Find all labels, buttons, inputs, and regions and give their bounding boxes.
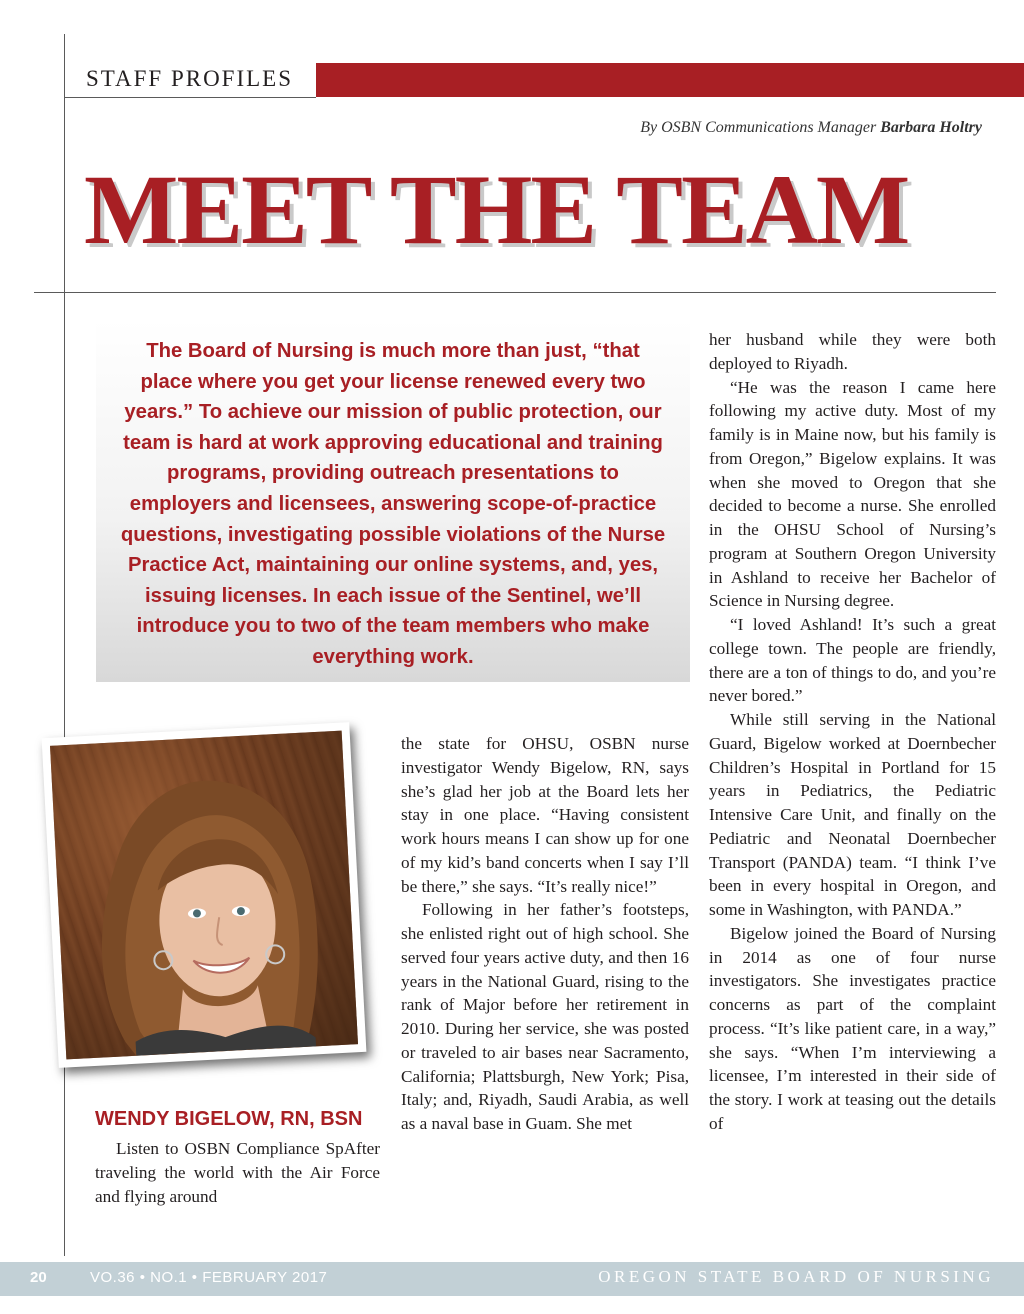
organization-name: OREGON STATE BOARD OF NURSING [598,1267,994,1286]
profile-name: WENDY BIGELOW, RN, BSN [95,1108,363,1130]
page-number: 20 [30,1269,47,1286]
page-title: MEET THE TEAM [84,154,909,265]
left-rule [64,34,65,1256]
intro-text: The Board of Nursing is much more than just, “that place where you get your license renewed every two years.” To achieve our mission of public protection, our team is hard at work approving educational and training programs, providing outreach presentations to employers and licensees, answering scope-of-practice questions, investigating possible violations of the Nurse Practice Act, maintaining our online systems, and, yes, issuing licenses. In each issue of the Sentinel, we’ll introduce you to two of the team members who make everything work. [120,340,666,668]
paragraph: the state for OHSU, OSBN nurse investigator Wendy Bigelow, RN, says she’s glad her job at the Board lets her stay in one place. “Having consistent work hours means I can show up for one of my kid’s band concerts when I say I’ll be there,” she says. “It’s really nice!” [401,734,689,896]
issue-info: VO.36 • NO.1 • FEBRUARY 2017 [90,1269,328,1286]
paragraph: Following in her father’s footsteps, she enlisted right out of high school. She served four years active duty, and then 16 years in the National Guard, rising to the rank of Major before her retirement in 2010. During her service, she was posted or traveled to air bases near Sacramento, California; Plattsburgh, New York; Pisa, Italy; and, Riyadh, Saudi Arabia, as well as a naval base in Guam. She met [401,900,689,1133]
portrait-illustration [50,731,358,1060]
section-rule [64,97,316,98]
byline-author: Barbara Holtry [880,119,982,136]
portrait-photo [50,731,358,1060]
article-column-1 [95,1137,380,1208]
paragraph: “He was the reason I came here following my active duty. Most of my family is in Maine now, but his family is from Oregon,” Bigelow explains. It was when she moved to Oregon that she decided to become a nurse. She enrolled in the OHSU School of Nursing’s program at Southern Oregon University in Ashland to receive her Bachelor of Science in Nursing degree. [709,377,996,611]
byline [640,119,982,137]
paragraph: While still serving in the National Guard, Bigelow worked at Doernbecher Children’s Hospital in Portland for 15 years in Pediatrics, the Pediatric Intensive Care Unit, and finally on the Pediatric and Neonatal Doernbecher Transport (PANDA) team. “I think I’ve been in every hospital in Oregon, and some in Washington, with PANDA.” [709,710,996,919]
article-column-2 [401,732,689,1136]
paragraph: “I loved Ashland! It’s such a great college town. The people are friendly, there are a ton of things to do, and you’re never bored.” [709,615,996,706]
paragraph: Listen to OSBN Compliance SpAfter traveling the world with the Air Force and flying around [95,1139,380,1206]
headline-rule [34,292,996,293]
profile-photo-frame [42,722,367,1068]
section-label: STAFF PROFILES [86,66,294,91]
article-column-3 [709,328,996,1136]
section-bar [316,63,1024,97]
paragraph: Bigelow joined the Board of Nursing in 2014 as one of four nurse investigators. She investigates practice concerns as part of the complaint process. “It’s like patient care, in a way,” she says. “When I’m interviewing a licensee, I’m interested in their side of the story. I work at teasing out the details of [709,923,996,1133]
byline-prefix: By OSBN Communications Manager [640,119,877,136]
paragraph: her husband while they were both deployed to Riyadh. [709,330,996,373]
